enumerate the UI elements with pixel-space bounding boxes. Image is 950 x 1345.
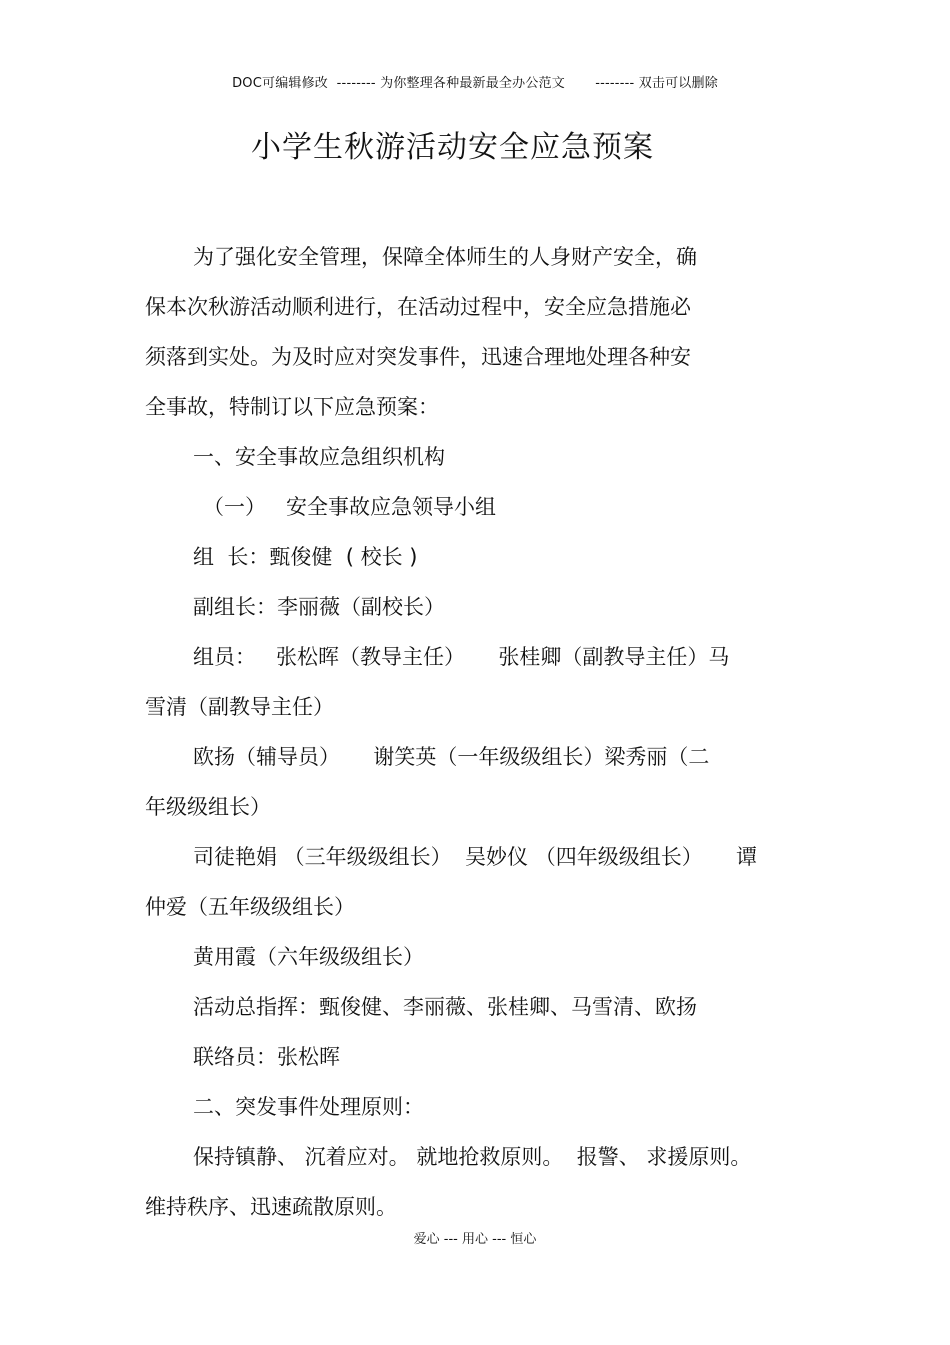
page-header: DOC可编辑修改 -------- 为你整理各种最新最全办公范文 -------- 双击可以删除 xyxy=(232,76,718,91)
members-line-6: 仲爱（五年级级组长） xyxy=(145,895,355,919)
principles-line-2: 维持秩序、迅速疏散原则。 xyxy=(145,1195,397,1219)
principles-line-1: 保持镇静、 沉着应对。 就地抢救原则。 报警、 求援原则。 xyxy=(193,1145,752,1169)
commander-line: 活动总指挥：甄俊健、李丽薇、张桂卿、马雪清、欧扬 xyxy=(193,995,697,1019)
page-footer: 爱心 --- 用心 --- 恒心 xyxy=(413,1232,537,1247)
paragraph-line-2: 保本次秋游活动顺利进行，在活动过程中，安全应急措施必 xyxy=(145,295,691,319)
members-line-3: 欧扬（辅导员） 谢笑英（一年级级组长）梁秀丽（二 xyxy=(193,745,710,769)
members-line-5: 司徒艳娟 （三年级级组长） 吴妙仪 （四年级级组长） 谭 xyxy=(193,845,758,869)
document-title: 小学生秋游活动安全应急预案 xyxy=(251,130,654,165)
members-line-4: 年级级组长） xyxy=(145,795,271,819)
liaison-line: 联络员：张松晖 xyxy=(193,1045,340,1069)
members-line-2: 雪清（副教导主任） xyxy=(145,695,334,719)
section-heading-2: 二、突发事件处理原则： xyxy=(193,1095,424,1119)
deputy-leader-line: 副组长：李丽薇（副校长） xyxy=(193,595,445,619)
paragraph-line-4: 全事故，特制订以下应急预案： xyxy=(145,395,439,419)
members-line-7: 黄用霞（六年级级组长） xyxy=(193,945,424,969)
members-line-1: 组员： 张松晖（教导主任） 张桂卿（副教导主任）马 xyxy=(193,645,730,669)
paragraph-line-3: 须落到实处。为及时应对突发事件，迅速合理地处理各种安 xyxy=(145,345,691,369)
paragraph-line-1: 为了强化安全管理，保障全体师生的人身财产安全，确 xyxy=(193,245,697,269)
subsection-heading-1: （一） 安全事故应急领导小组 xyxy=(203,495,497,519)
section-heading-1: 一、安全事故应急组织机构 xyxy=(193,445,445,469)
leader-line: 组 长：甄俊健 ( 校长 ) xyxy=(193,545,418,569)
